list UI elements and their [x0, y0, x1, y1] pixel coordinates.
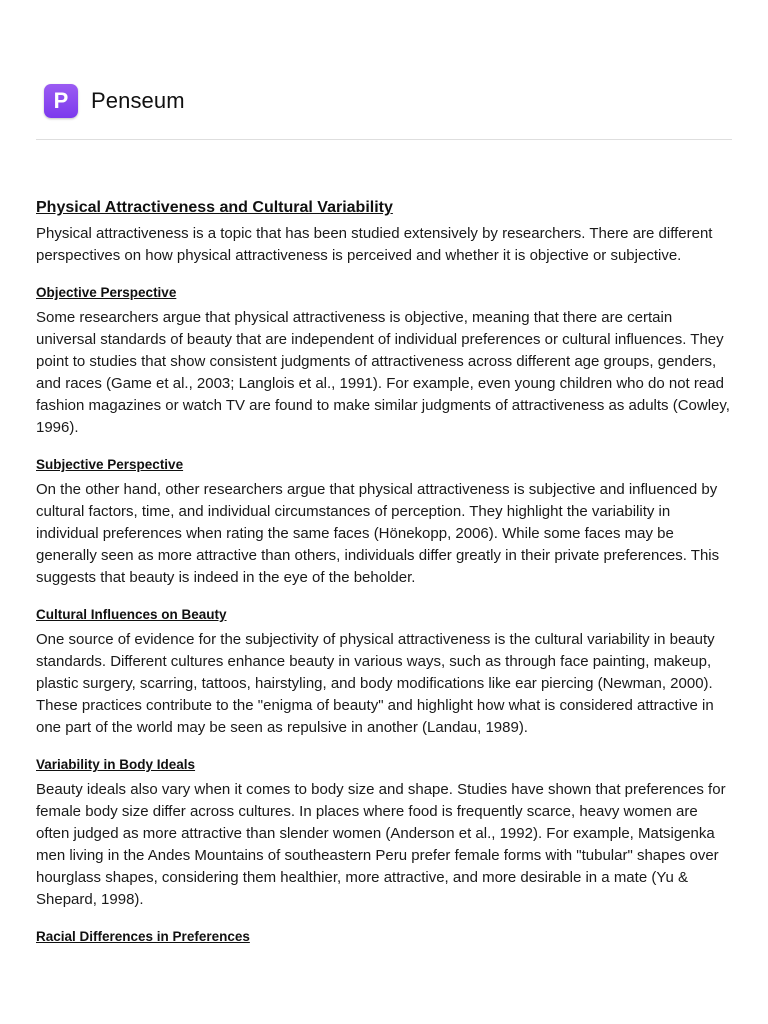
app-header [36, 82, 732, 120]
section-body-cultural-influences: One source of evidence for the subjectivity of physical attractiveness is the cultural variability in beauty standards. Different cultures enhance beauty in various ways, such as through face painting, makeup, plastic surgery, scarring, tattoos, hairstyling, and body modifications like ear piercing (Newman, 2000). These practices contribute to the "enigma of beauty" and highlight how what is considered attractive in one part of the world may be seen as repulsive in another (Landau, 1989). [36, 631, 715, 736]
section-body-objective: Some researchers argue that physical attractiveness is objective, meaning that there are certain universal standards of beauty that are independent of individual preferences or cultural influences. They point to studies that show consistent judgments of attractiveness across different age groups, genders, and races (Game et al., 2003; Langlois et al., 1991). For example, even young children who do not read fashion magazines or watch TV are found to make similar judgments of attractiveness as adults (Cowley, 1996). [36, 309, 730, 436]
brand-name[interactable]: Penseum [91, 88, 185, 113]
penseum-logo-icon[interactable]: P [44, 84, 78, 118]
section-body-subjective: On the other hand, other researchers argue that physical attractiveness is subjective and influenced by cultural factors, time, and individual circumstances of perception. They highlight the variability in individual preferences when rating the same faces (Hönekopp, 2006). While some faces may be generally seen as more attractive than others, individuals differ greatly in their private preferences. This suggests that beauty is indeed in the eye of the beholder. [36, 481, 720, 586]
section-heading-cultural-influences: Cultural Influences on Beauty [36, 607, 227, 622]
section-body-body-ideals: Beauty ideals also vary when it comes to body size and shape. Studies have shown that preferences for female body size differ across cultures. In places where food is frequently scarce, heavy women are often judged as more attractive than slender women (Anderson et al., 1992). For example, Matsigenka men living in the Andes Mountains of southeastern Peru prefer female forms with "tubular" shapes over hourglass shapes, considering them healthier, more attractive, and more desirable in a mate (Yu & Shepard, 1998). [36, 781, 726, 908]
section-heading-body-ideals: Variability in Body Ideals [36, 757, 196, 772]
header-divider [36, 139, 732, 140]
document-title: Physical Attractiveness and Cultural Variability [36, 199, 393, 216]
document-content [36, 198, 732, 947]
document-intro: Physical attractiveness is a topic that has been studied extensively by researchers. There are different perspectives on how physical attractiveness is perceived and whether it is objective or subjective. [36, 225, 713, 264]
section-heading-objective: Objective Perspective [36, 285, 177, 300]
section-heading-subjective: Subjective Perspective [36, 457, 184, 472]
section-heading-racial-differences: Racial Differences in Preferences [36, 929, 250, 944]
